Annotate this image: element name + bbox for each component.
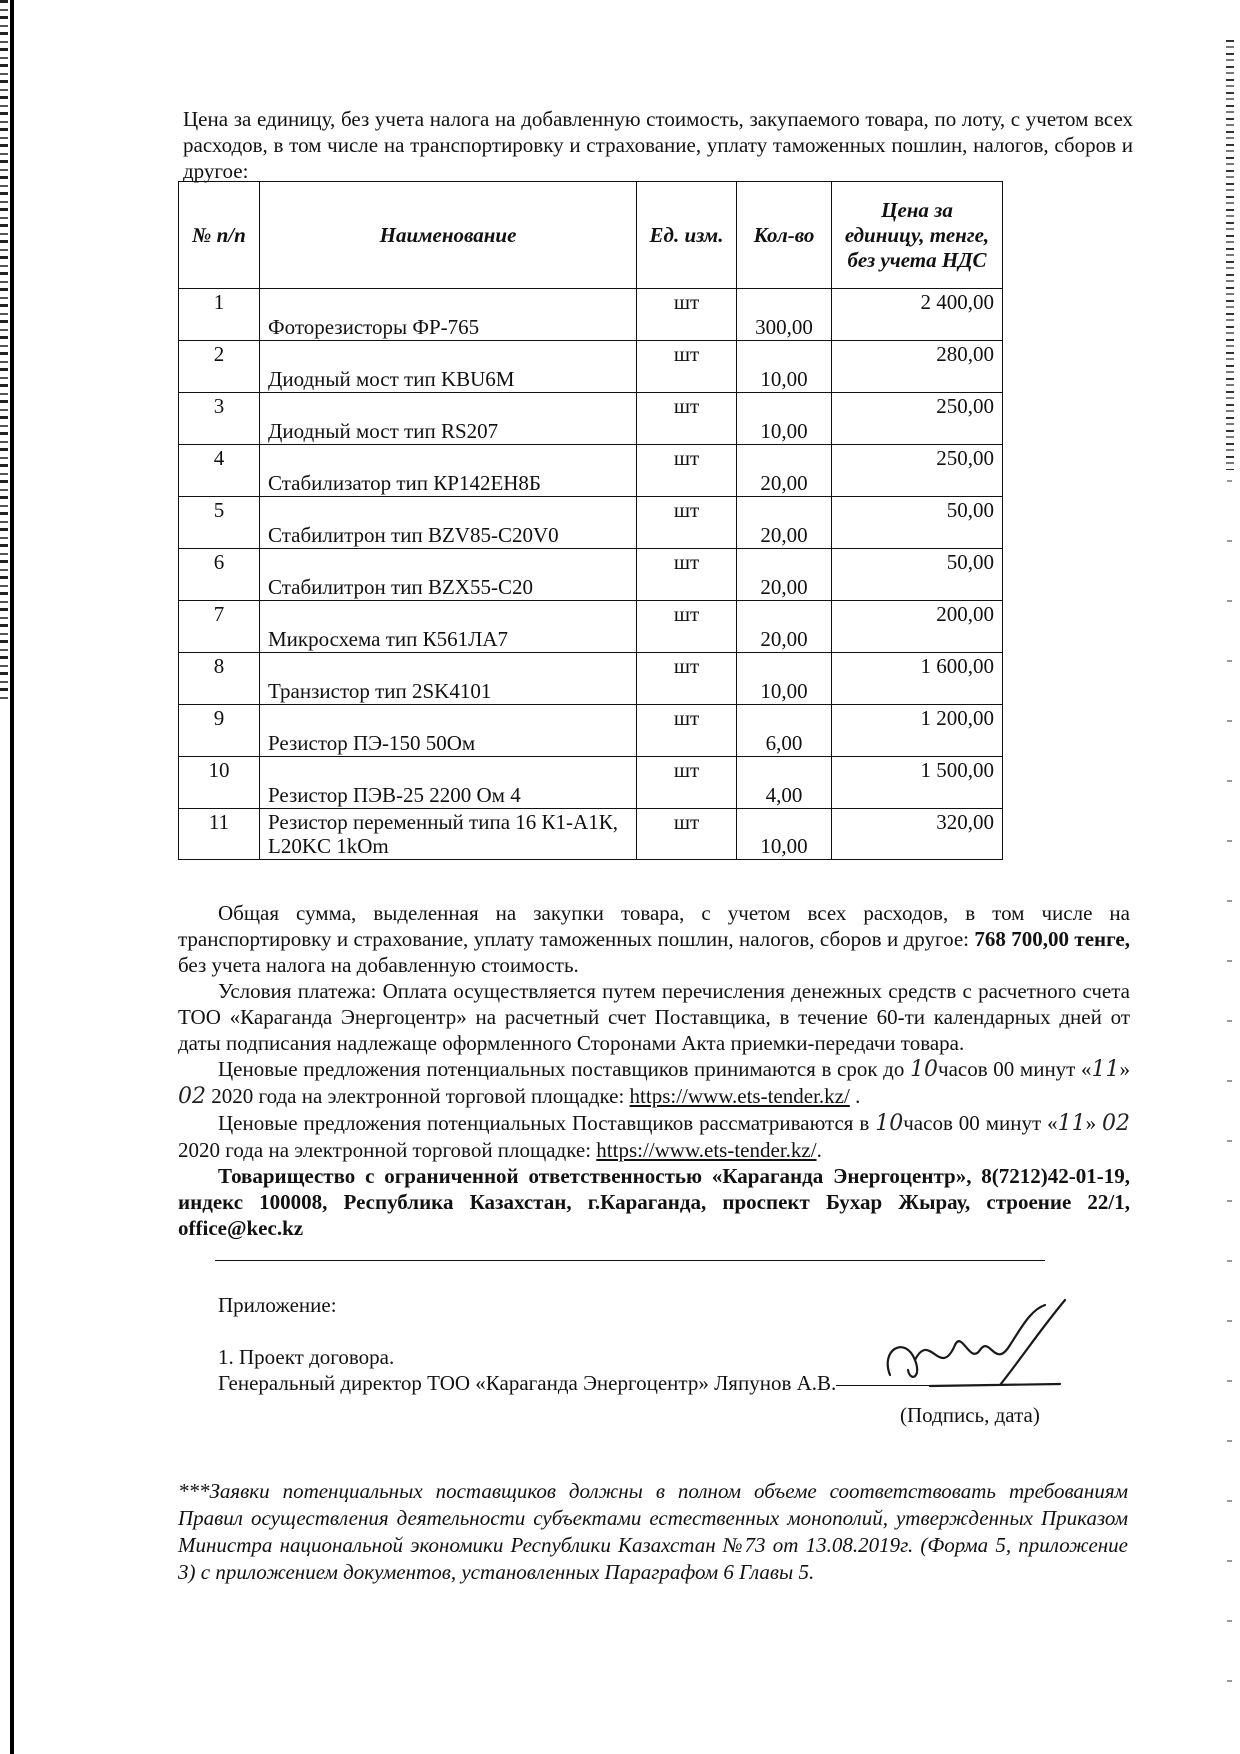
row-price: 50,00 xyxy=(832,497,1003,549)
table-row xyxy=(179,497,1003,549)
table-row xyxy=(179,705,1003,757)
intro-paragraph xyxy=(183,106,1133,184)
intro-text: Цена за единицу, без учета налога на добавленную стоимость, закупаемого товара, по лоту, с учетом всех расходов, в том числе на транспортировку и страхование, уплату таможенных пошлин, налогов, сборов и другое: xyxy=(183,107,1133,183)
row-qty: 10,00 xyxy=(737,393,832,445)
scan-edge-right xyxy=(1226,40,1234,470)
row-num: 4 xyxy=(179,445,260,497)
row-num: 9 xyxy=(179,705,260,757)
row-unit: шт xyxy=(637,809,737,860)
table-row xyxy=(179,809,1003,860)
row-num: 8 xyxy=(179,653,260,705)
row-name: Диодный мост тип RS207 xyxy=(260,393,637,445)
row-num: 2 xyxy=(179,341,260,393)
row-num: 5 xyxy=(179,497,260,549)
row-num: 6 xyxy=(179,549,260,601)
table-row xyxy=(179,601,1003,653)
accept-day: 11 xyxy=(1091,1057,1120,1082)
scan-edge-left-line xyxy=(10,0,14,1754)
row-name: Стабилитрон тип BZX55-C20 xyxy=(260,549,637,601)
review-link[interactable]: https://www.ets-tender.kz/ xyxy=(596,1138,817,1162)
footnote-text: ***Заявки потенциальных поставщиков должны в полном объеме соответствовать требованиям Правил осуществления деятельности субъектами естественных монополий, утвержденных Приказом Министра национальной экономики Республики Казахстан №73 от 13.08.2019г. (Форма 5, приложение 3) с приложением документов, установленных Параграфом 6 Главы 5. xyxy=(178,1479,1128,1584)
accept-post: 2020 года на электронной торговой площадке: xyxy=(211,1084,625,1108)
header-num: № п/п xyxy=(179,182,260,289)
row-num: 1 xyxy=(179,289,260,341)
accept-link[interactable]: https://www.ets-tender.kz/ xyxy=(629,1084,850,1108)
row-qty: 10,00 xyxy=(737,653,832,705)
table-row xyxy=(179,393,1003,445)
payment-terms: Условия платежа: Оплата осуществляется путем перечисления денежных средств с расчетного счета ТОО «Караганда Энергоцентр» на расчетный счет Поставщика, в течение 60-ти календарных дней от даты подписания надлежаще оформленного Сторонами Акта приемки-передачи товара. xyxy=(178,979,1130,1055)
review-deadline xyxy=(178,1110,1130,1163)
row-name: Резистор ПЭВ-25 2200 Ом 4 xyxy=(260,757,637,809)
row-name: Микросхема тип К561ЛА7 xyxy=(260,601,637,653)
review-quote: » xyxy=(1085,1111,1097,1135)
table-row xyxy=(179,653,1003,705)
row-price: 280,00 xyxy=(832,341,1003,393)
row-num: 11 xyxy=(179,809,260,860)
review-end: . xyxy=(816,1138,822,1162)
review-pre: Ценовые предложения потенциальных Поставщиков рассматриваются в xyxy=(218,1111,870,1135)
row-price: 320,00 xyxy=(832,809,1003,860)
review-month: 02 xyxy=(1102,1111,1131,1136)
row-name: Стабилизатор тип КР142ЕН8Б xyxy=(260,445,637,497)
row-unit: шт xyxy=(637,393,737,445)
row-qty: 20,00 xyxy=(737,549,832,601)
row-qty: 4,00 xyxy=(737,757,832,809)
row-qty: 20,00 xyxy=(737,445,832,497)
row-price: 1 600,00 xyxy=(832,653,1003,705)
separator-line xyxy=(215,1260,1045,1261)
row-price: 250,00 xyxy=(832,393,1003,445)
signature-caption: (Подпись, дата) xyxy=(900,1403,1040,1427)
items-table xyxy=(178,181,1003,860)
row-qty: 6,00 xyxy=(737,705,832,757)
appendix-title: Приложение: xyxy=(218,1293,337,1317)
row-price: 2 400,00 xyxy=(832,289,1003,341)
row-unit: шт xyxy=(637,289,737,341)
accept-hour: 10 xyxy=(910,1057,939,1082)
accept-mid: часов 00 минут « xyxy=(938,1057,1092,1081)
acceptance-deadline xyxy=(178,1056,1130,1110)
row-price: 1 200,00 xyxy=(832,705,1003,757)
accept-quote: » xyxy=(1119,1057,1131,1081)
row-name: Транзистор тип 2SK4101 xyxy=(260,653,637,705)
row-num: 7 xyxy=(179,601,260,653)
row-name: Диодный мост тип KBU6M xyxy=(260,341,637,393)
header-qty: Кол-во xyxy=(737,182,832,289)
row-unit: шт xyxy=(637,341,737,393)
row-price: 1 500,00 xyxy=(832,757,1003,809)
row-qty: 300,00 xyxy=(737,289,832,341)
row-unit: шт xyxy=(637,497,737,549)
header-unit: Ед. изм. xyxy=(637,182,737,289)
row-name: Фоторезисторы ФР-765 xyxy=(260,289,637,341)
row-qty: 20,00 xyxy=(737,601,832,653)
accept-end: . xyxy=(855,1084,861,1108)
accept-month: 02 xyxy=(178,1084,206,1109)
total-paragraph xyxy=(178,900,1130,978)
scan-edge-left xyxy=(0,0,8,700)
table-row xyxy=(179,549,1003,601)
total-suffix: без учета налога на добавленную стоимость. xyxy=(178,953,579,977)
row-name: Резистор ПЭ-150 50Ом xyxy=(260,705,637,757)
row-name: Стабилитрон тип BZV85-C20V0 xyxy=(260,497,637,549)
table-row xyxy=(179,341,1003,393)
scan-edge-right-marks xyxy=(1227,480,1232,1730)
body-text xyxy=(178,900,1130,1241)
appendix-item: 1. Проект договора. xyxy=(218,1345,395,1369)
row-price: 50,00 xyxy=(832,549,1003,601)
table-row xyxy=(179,445,1003,497)
row-name: Резистор переменный типа 16 К1-А1К, L20KC 1kOm xyxy=(260,809,637,860)
total-text: Общая сумма, выделенная на закупки товара, с учетом всех расходов, в том числе на транспортировку и страхование, уплату таможенных пошлин, налогов, сборов и другое: xyxy=(178,901,1130,951)
row-num: 10 xyxy=(179,757,260,809)
review-mid: часов 00 минут « xyxy=(903,1111,1058,1135)
table-row xyxy=(179,289,1003,341)
row-num: 3 xyxy=(179,393,260,445)
row-qty: 10,00 xyxy=(737,341,832,393)
row-price: 250,00 xyxy=(832,445,1003,497)
row-price: 200,00 xyxy=(832,601,1003,653)
review-hour: 10 xyxy=(875,1111,904,1136)
row-unit: шт xyxy=(637,549,737,601)
table-row xyxy=(179,757,1003,809)
row-unit: шт xyxy=(637,757,737,809)
row-unit: шт xyxy=(637,653,737,705)
total-amount: 768 700,00 тенге, xyxy=(974,927,1130,951)
row-qty: 10,00 xyxy=(737,809,832,860)
row-unit: шт xyxy=(637,601,737,653)
row-unit: шт xyxy=(637,445,737,497)
review-day: 11 xyxy=(1057,1111,1086,1136)
accept-pre: Ценовые предложения потенциальных поставщиков принимаются в срок до xyxy=(218,1057,905,1081)
header-price: Цена за единицу, тенге, без учета НДС xyxy=(832,182,1003,289)
header-name: Наименование xyxy=(260,182,637,289)
row-unit: шт xyxy=(637,705,737,757)
company-info: Товарищество с ограниченной ответственностью «Караганда Энергоцентр», 8(7212)42-01-19, индекс 100008, Республика Казахстан, г.Караганда, проспект Бухар Жырау, строение 22/1, office@kec.kz xyxy=(178,1164,1130,1240)
table-header-row xyxy=(179,182,1003,289)
director-name: Генеральный директор ТОО «Караганда Энергоцентр» Ляпунов А.В. xyxy=(218,1371,837,1395)
signature-mark xyxy=(870,1290,1080,1410)
footnote xyxy=(178,1478,1128,1586)
row-qty: 20,00 xyxy=(737,497,832,549)
review-post: 2020 года на электронной торговой площадке: xyxy=(178,1138,592,1162)
